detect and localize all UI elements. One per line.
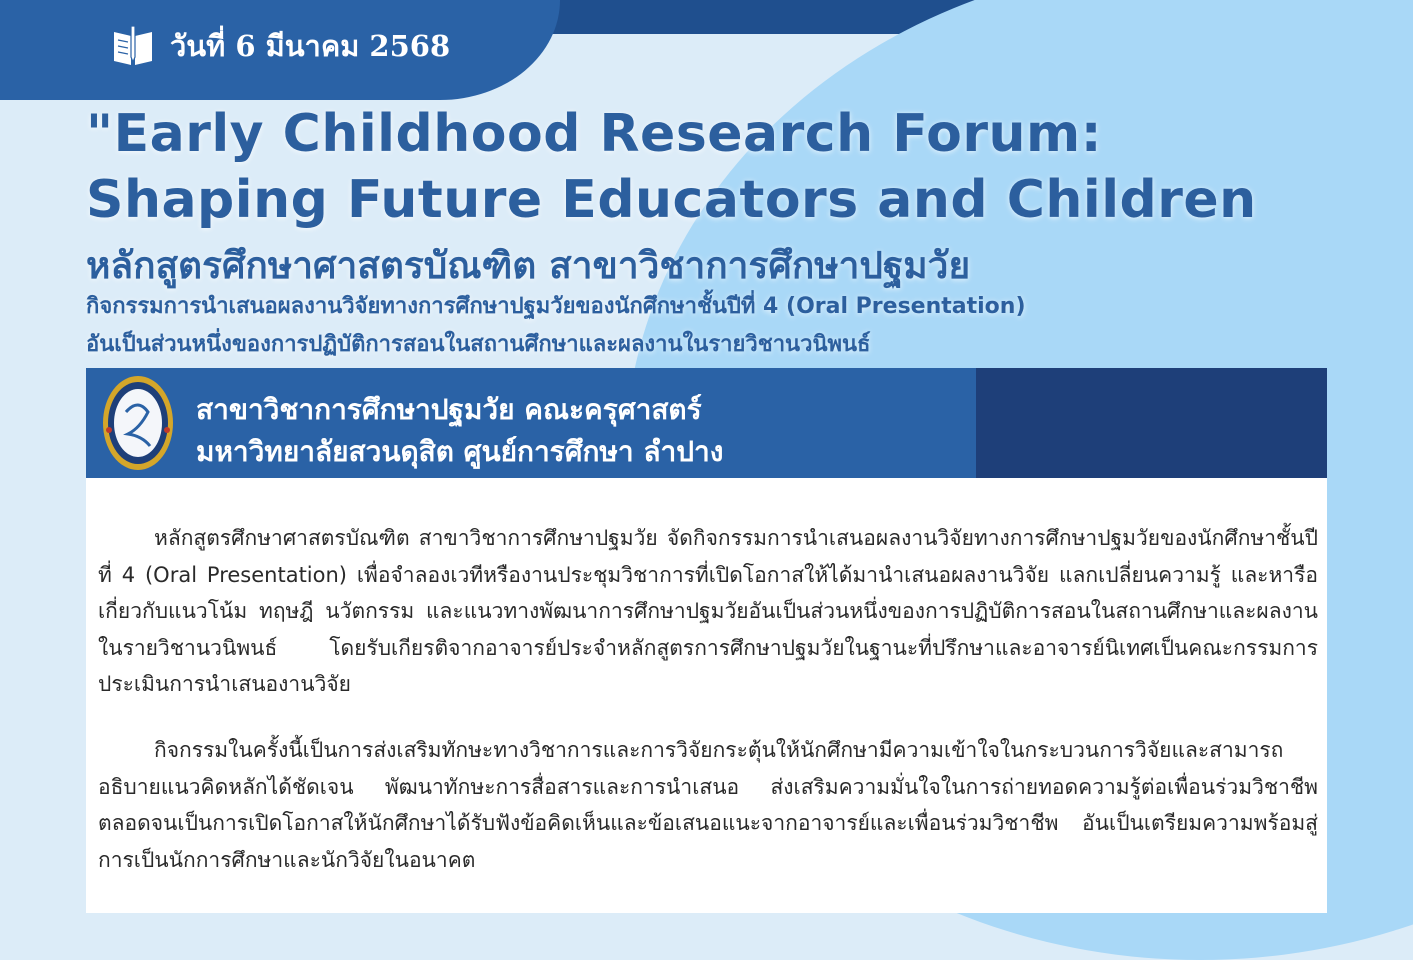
body-paragraph-1: หลักสูตรศึกษาศาสตรบัณฑิต สาขาวิชาการศึกษาปฐมวัย จัดกิจกรรมการนำเสนอผลงานวิจัยทางการศึกษาปฐมวัยของนักศึกษาชั้นปีที่ 4 (Oral Presentation) เพื่อจำลองเวทีหรืองานประชุมวิชาการที่เปิดโอกาสให้ได้มานำเสนอผลงานวิจัย แลกเปลี่ยนความรู้ และหารือเกี่ยวกับแนวโน้ม ทฤษฎี นวัตกรรม และแนวทางพัฒนาการศึกษาปฐมวัยอันเป็นส่วนหนึ่งของการปฏิบัติการสอนในสถานศึกษาและผลงานในรายวิชานวนิพนธ์ โดยรับเกียรติจากอาจารย์ประจำหลักสูตรการศึกษาปฐมวัยในฐานะที่ปรึกษาและอาจารย์นิเทศเป็นคณะกรรมการประเมินการนำเสนองานวิจัย	[98, 526, 1318, 697]
organization-banner	[86, 368, 1327, 478]
program-title: หลักสูตรศึกษาศาสตรบัณฑิต สาขาวิชาการศึกษาปฐมวัย	[86, 244, 971, 287]
body-paragraph-2: กิจกรรมในครั้งนี้เป็นการส่งเสริมทักษะทางวิชาการและการวิจัยกระตุ้นให้นักศึกษามีความเข้าใจในกระบวนการวิจัยและสามารถอธิบายแนวคิดหลักได้ชัดเจน พัฒนาทักษะการสื่อสารและการนำเสนอ ส่งเสริมความมั่นใจในการถ่ายทอดความรู้ต่อเพื่อนร่วมวิชาชีพ ตลอดจนเป็นการเปิดโอกาสให้นักศึกษาได้รับฟังข้อคิดเห็นและข้อเสนอแนะจากอาจารย์และเพื่อนร่วมวิชาชีพ อันเป็นเตรียมความพร้อมสู่การเป็นนักการศึกษาและนักวิจัยในอนาคต	[98, 738, 1318, 872]
date-header	[110, 20, 450, 72]
activity-subtitle: กิจกรรมการนำเสนอผลงานวิจัยทางการศึกษาปฐมวัยของนักศึกษาชั้นปีที่ 4 (Oral Presentation)	[86, 294, 1026, 319]
activity-subtitle-2: อันเป็นส่วนหนึ่งของการปฏิบัติการสอนในสถานศึกษาและผลงานในรายวิชานวนิพนธ์	[86, 332, 871, 357]
university-name: มหาวิทยาลัยสวนดุสิต ศูนย์การศึกษา ลำปาง	[196, 435, 724, 468]
content-card	[86, 478, 1327, 913]
event-date: วันที่ 6 มีนาคม 2568	[170, 29, 451, 63]
open-book-pen-icon	[110, 23, 156, 69]
title-line-2: Shaping Future Educators and Children	[86, 170, 1257, 230]
department-name: สาขาวิชาการศึกษาปฐมวัย คณะครุศาสตร์	[196, 393, 702, 426]
title-line-1: "Early Childhood Research Forum:	[86, 104, 1103, 164]
university-seal-logo	[102, 374, 174, 472]
